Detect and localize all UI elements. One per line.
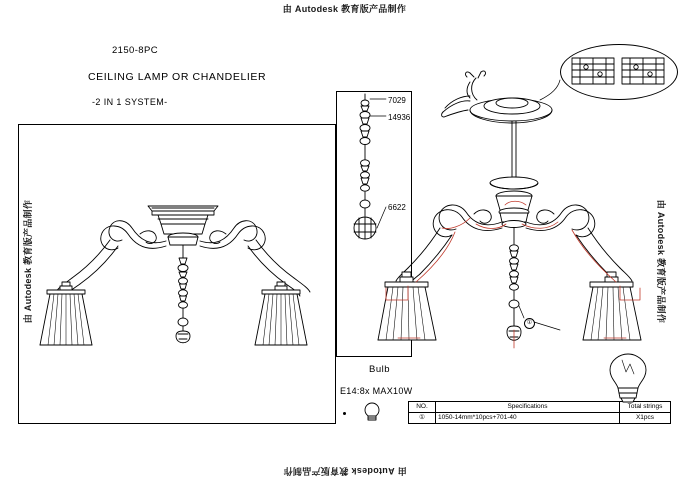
right-lampshade-right xyxy=(583,272,641,340)
header-specifications: Specifications xyxy=(436,402,620,413)
drawing-subtitle: -2 IN 1 SYSTEM- xyxy=(92,97,168,107)
cell-no: ① xyxy=(409,413,436,424)
right-center-bead-drop xyxy=(507,228,521,340)
bulb-symbol-small xyxy=(365,403,379,420)
right-lampshade-left xyxy=(378,272,436,340)
watermark-top: 由 Autodesk 教育版产品制作 xyxy=(282,4,407,14)
bulb-note-spec: E14:8x MAX10W xyxy=(340,386,413,396)
topright-detail-plates xyxy=(540,58,664,100)
callout-marker-one: ① xyxy=(524,318,535,329)
part-label-14936: 14936 xyxy=(388,113,411,122)
watermark-right: 由 Autodesk 教育版产品制作 xyxy=(655,199,666,324)
part-label-6622: 6622 xyxy=(388,203,406,212)
part-label-7029: 7029 xyxy=(388,96,406,105)
header-no: NO. xyxy=(409,402,436,413)
bulb-illustration xyxy=(610,354,646,402)
drawing-title: CEILING LAMP OR CHANDELIER xyxy=(88,71,267,83)
right-ceiling-canopy xyxy=(442,71,552,123)
bulb-note-title: Bulb xyxy=(369,364,391,375)
cell-total-strings: X1pcs xyxy=(620,413,671,424)
right-body-column xyxy=(490,121,538,228)
header-total-strings: Total strings xyxy=(620,402,671,413)
watermark-left: 由 Autodesk 教育版产品制作 xyxy=(23,199,34,324)
drawing-code: 2150-8PC xyxy=(112,45,158,56)
left-lampshade-right xyxy=(255,282,307,345)
left-ceiling-plate xyxy=(148,206,218,245)
watermark-bottom: 由 Autodesk 教育版产品制作 xyxy=(282,466,407,476)
left-lampshade-left xyxy=(40,282,92,345)
cell-specifications: 1050-14mm*10pcs+701-40 xyxy=(436,413,620,424)
chain-detail-assembly xyxy=(354,94,386,239)
callout-leader xyxy=(519,306,560,330)
left-center-crystal-drop xyxy=(176,245,190,343)
